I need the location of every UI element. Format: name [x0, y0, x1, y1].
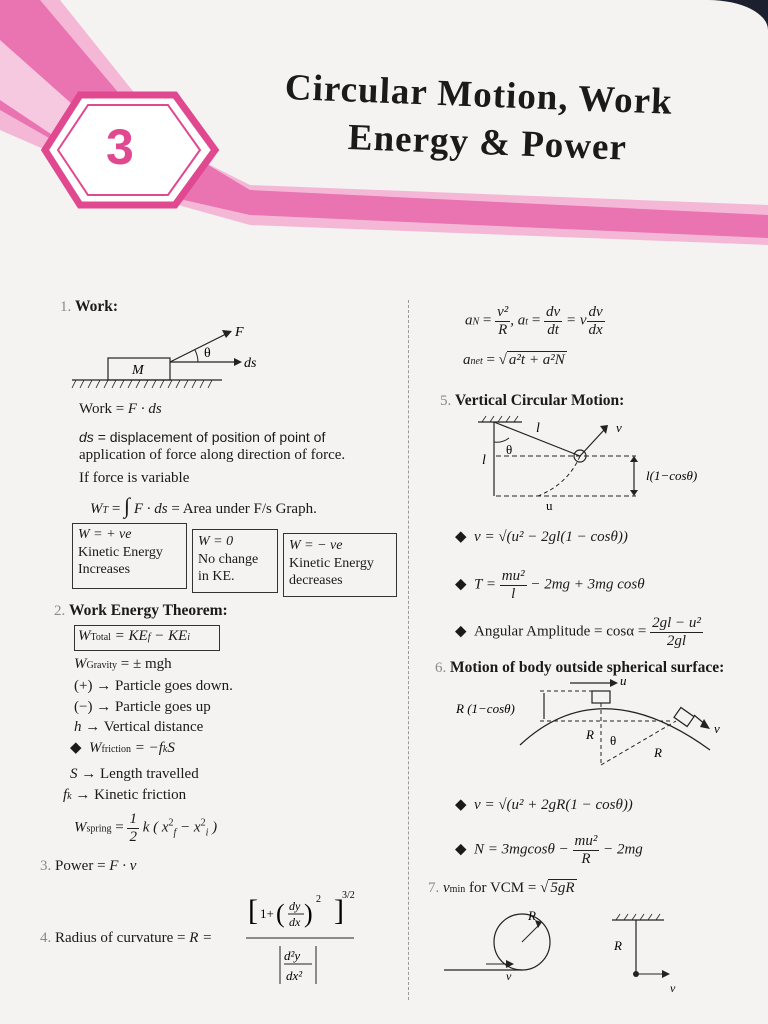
S-text: S → Length travelled	[70, 766, 199, 782]
svg-text:2: 2	[316, 894, 321, 905]
vcm-v-formula: ◆ v = √(u² − 2gl(1 − cosθ))	[455, 529, 628, 545]
vmin-diagram	[442, 906, 702, 996]
svg-text:]: ]	[334, 894, 344, 927]
svg-text:): )	[304, 899, 313, 928]
anet-formula: anet = √ a²t + a²N	[463, 352, 565, 368]
chapter-number: 3	[106, 119, 134, 175]
variable-force-text: If force is variable	[79, 470, 190, 486]
angle-label: θ	[204, 346, 211, 361]
svg-text:d²y: d²y	[284, 948, 301, 963]
work-block-diagram	[72, 322, 262, 392]
svg-text:v: v	[714, 721, 720, 736]
column-divider	[408, 300, 409, 1000]
svg-text:l: l	[482, 453, 486, 468]
ds-description-line2: application of force along direction of force.	[79, 447, 346, 463]
work-definition: Work = F · ds	[79, 401, 162, 417]
sphere-diagram	[456, 673, 740, 775]
ds-label: ds	[244, 356, 257, 371]
section-vmin: 7. vmin for VCM = √ 5gR	[428, 880, 575, 896]
chapter-title-line1: Circular Motion, Work	[284, 67, 674, 123]
svg-text:(: (	[276, 899, 285, 928]
section-sphere-heading: 6. Motion of body outside spherical surface:	[435, 659, 725, 676]
sphere-v-formula: ◆ v = √(u² + 2gR(1 − cosθ))	[455, 797, 633, 813]
svg-text:R: R	[614, 938, 622, 953]
svg-text:R: R	[654, 745, 662, 760]
svg-text:v: v	[670, 981, 676, 995]
svg-text:l: l	[536, 421, 540, 436]
angular-amplitude: ◆ Angular Amplitude = cosα = $\frac{\text{2gl − u²}}{2gl}$	[455, 615, 701, 649]
svg-text:v: v	[616, 420, 622, 435]
section-wet-heading: 2. Work Energy Theorem:	[54, 602, 228, 619]
svg-text:dx: dx	[289, 915, 301, 929]
svg-text:R: R	[586, 727, 594, 742]
sphere-N-formula: ◆ N = 3mgcosθ − $\frac{\text{mu²}}{R}$ − 2mg	[455, 833, 643, 867]
svg-text:[: [	[248, 894, 258, 927]
h-text: h → Vertical distance	[74, 719, 204, 735]
chapter-title-line2: Energy & Power	[347, 117, 628, 169]
vcm-T-formula: ◆ T = $\frac{\text{mu²}}{l}$ − 2mg + 3mg cosθ	[455, 568, 645, 602]
wet-formula-box: WTotal = KEf − KEi	[78, 628, 191, 644]
section-work-heading: 1. Work:	[60, 298, 119, 315]
svg-text:u: u	[620, 673, 627, 688]
mass-label: M	[132, 363, 144, 378]
svg-text:R: R	[528, 908, 536, 923]
force-label: F	[235, 325, 244, 340]
minus-sign-text: (−) → Particle goes up	[74, 699, 211, 715]
svg-text:1+: 1+	[260, 906, 274, 921]
svg-text:θ: θ	[506, 442, 513, 457]
svg-text:u: u	[546, 498, 553, 513]
svg-text:θ: θ	[610, 733, 617, 748]
section-vcm-heading: 5. Vertical Circular Motion:	[440, 392, 625, 409]
table-cell-positive: W = + ve Kinetic Energy Increases	[78, 527, 163, 577]
gravity-work: WGravity = ± mgh	[74, 656, 172, 672]
section-radius: 4. Radius of curvature = R =	[40, 930, 213, 946]
svg-text:dy: dy	[289, 899, 301, 913]
fk-text: fk → Kinetic friction	[63, 787, 187, 803]
plus-sign-text: (+) → Particle goes down.	[74, 678, 233, 694]
svg-text:l(1−cosθ): l(1−cosθ)	[646, 468, 698, 483]
spring-work: Wspring = $\frac{1}{2}$ k ( $x^2_f - x^2_i$ )	[74, 811, 218, 845]
table-cell-zero: W = 0 No change in KE.	[198, 534, 259, 584]
friction-work: ◆ Wfriction = −fkS	[70, 740, 175, 756]
section-power: 3. Power = F · v	[40, 858, 137, 874]
svg-text:v: v	[506, 969, 512, 983]
an-at-formula: aN = $\frac{\text{v²}}{R}$ , at = $\frac{dv}{dt}$ = v $\frac{dv}{dx}$	[465, 304, 603, 338]
svg-text:R (1−cosθ): R (1−cosθ)	[456, 701, 515, 716]
svg-text:dx²: dx²	[286, 968, 303, 983]
ds-description: ds = displacement of position of point of	[79, 429, 326, 445]
svg-text:3/2: 3/2	[342, 890, 355, 901]
table-cell-negative: W = − ve Kinetic Energy decreases	[289, 538, 374, 588]
radius-formula	[244, 888, 354, 988]
variable-work-formula: WT = ∫ F · ds = Area under F/s Graph.	[90, 493, 317, 518]
vcm-diagram	[476, 412, 736, 512]
